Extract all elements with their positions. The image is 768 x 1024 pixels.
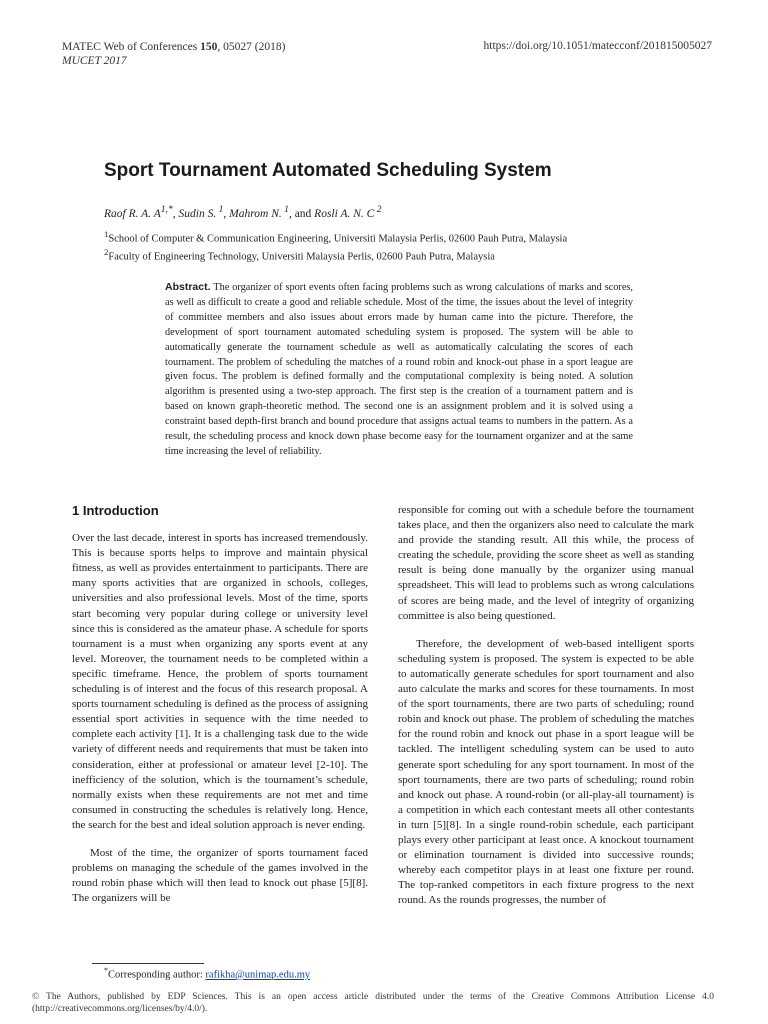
affiliation-1	[104, 228, 567, 246]
footnote-rule	[92, 963, 204, 964]
affiliation-1-sup: 1	[104, 229, 109, 239]
intro-paragraph-4: Therefore, the development of web-based intelligent sports scheduling system is proposed. The system is expected to be able to automatically generate schedules for sport tournament and also auto calculate the marks and scores for these tournaments. In most of the sport tournaments, there are two parts of scheduling; round robin and knock out phase. The problem of scheduling the matches for the round robin and knock out phase in a sport league will be tackled. The intelligent scheduling system can be used to auto generate sport scheduling for any sport tournament. In most of the sport tournaments, there are two parts of scheduling; round robin and knock out phase. A round-robin (or all-play-all tournament) is a competition in which each contestant meets all other contestants in turn [5][8]. In a single round-robin schedule, each participant plays every other participant at least once. A knockout tournament or elimination tournament is divided into successive rounds; whereby each competitor plays in at least one fixture per round. The top-ranked competitors in each fixture progress to the next round. As the rounds progresses, the number of	[398, 637, 694, 907]
conference-suffix: , 05027 (2018)	[217, 41, 286, 53]
author-4-sup: 2	[374, 204, 382, 215]
doi-link[interactable]: https://doi.org/10.1051/matecconf/201815005027	[483, 40, 712, 52]
intro-paragraph-3: responsible for coming out with a schedule before the tournament takes place, and then the organizers also need to calculate the mark and provide the standing result. All this while, the process of creating the schedule, providing the score sheet as well as standing result is being done manually by the organizer using manual spreadsheet. This will lead to problems such as wrong calculations of scores are being made, and the level of integrity of organizing committee is also being questioned.	[398, 504, 694, 622]
author-1: Raof R. A. A	[104, 207, 161, 220]
paper-title: Sport Tournament Automated Scheduling System	[104, 160, 552, 181]
corresponding-author-footnote	[104, 966, 310, 981]
section-heading-introduction: 1 Introduction	[72, 503, 159, 518]
conference-prefix: MATEC Web of Conferences	[62, 41, 201, 53]
corresponding-email-link[interactable]: rafikha@unimap.edu.my	[205, 969, 311, 981]
affiliation-1-text: School of Computer & Communication Engineering, Universiti Malaysia Perlis, 02600 Pauh Putra, Malaysia	[108, 233, 568, 245]
footnote-label: Corresponding author:	[108, 969, 206, 981]
conference-volume: 150	[200, 41, 218, 53]
author-list	[104, 204, 382, 220]
abstract-label: Abstract.	[165, 281, 211, 293]
license-notice: © The Authors, published by EDP Sciences. This is an open access article distributed under the terms of the Creative Commons Attribution License 4.0 (http://creativecommons.org/licenses/by/4.0/).	[32, 992, 714, 1014]
affiliation-2-text: Faculty of Engineering Technology, Universiti Malaysia Perlis, 02600 Pauh Putra, Malaysia	[108, 251, 495, 262]
running-header-left	[62, 40, 285, 68]
conference-name	[62, 40, 285, 54]
author-4: Rosli A. N. C	[314, 207, 375, 220]
abstract-text: The organizer of sport events often facing problems such as wrong calculations of marks and scores, as well as difficult to create a good and reliable schedule. Most of the time, the issues about the level of integrity of committee members and also issues about errors made by human came into the picture. Therefore, the development of sport tournament automated scheduling system is proposed. The system will be able to automatically generate the tournament schedule as well as automatically calculating the scores of each tournament. The problem of scheduling the matches of a round robin and knock-out phase in a sport league are given focus. The problem is defined formally and the computational complexity is being noted. A solution algorithm is presented using a two-step approach. The first step is the creation of a tournament pattern and is based on known graph-theoretic method. The second one is an assignment problem and it is solved using a constraint based depth-first branch and bound procedure that assigns actual teams to numbers in the pattern. As a result, the scheduling process and knock down phase become easy for the tournament organizer and at the same time increasing the level of reliability.	[165, 282, 633, 457]
author-1-sup: 1,*	[160, 204, 173, 215]
footnote-marker: *	[104, 966, 108, 975]
abstract	[165, 280, 633, 460]
intro-paragraph-2: Most of the time, the organizer of sports tournament faced problems on managing the schedule of the games involved in the round robin phase which will then lead to knock out phase [5][8]. The organizers will be	[72, 846, 368, 905]
author-and: , and	[288, 207, 315, 220]
body-column-right	[398, 503, 694, 908]
intro-paragraph-1: Over the last decade, interest in sports has increased tremendously. This is because sports helps to improve and maintain physical fitness, as well as provides entertainment to participants. There are many sports activities that are organized in schools, colleges, universities and also professional levels. Most of the time, sports start becoming very popular during college or university level since this is considered as the amateur phase. A schedule for sports tournament is a must when organizing any sports event at any level. Moreover, the tournament needs to be completed within a specific timeframe. Hence, the problem of sports tournament scheduling is of interest and the focus of this research proposal. A sports tournament scheduling is defined as the process of assigning essential sport activities in sequence with the time needed to complete each activity [1]. It is a challenging task due to the wide variety of different needs and requirements that must be taken into consideration, either at professional or amateur level [2-10]. The inefficiency of the solution, which is the tournament’s schedule, normally exists when these requirements are not met and time consumed in constructing the schedules is relatively long. Hence, the search for the best and ideal solution approach is never ending.	[72, 532, 368, 831]
author-3-sup: 1	[281, 204, 289, 215]
affiliations	[104, 228, 567, 263]
author-3: , Mahrom N.	[223, 207, 282, 220]
affiliation-2-sup: 2	[104, 246, 109, 257]
body-column-left	[72, 503, 368, 906]
author-2: , Sudin S.	[172, 207, 217, 220]
affiliation-2	[104, 246, 567, 264]
author-2-sup: 1	[216, 204, 224, 215]
conference-edition: MUCET 2017	[62, 55, 127, 67]
